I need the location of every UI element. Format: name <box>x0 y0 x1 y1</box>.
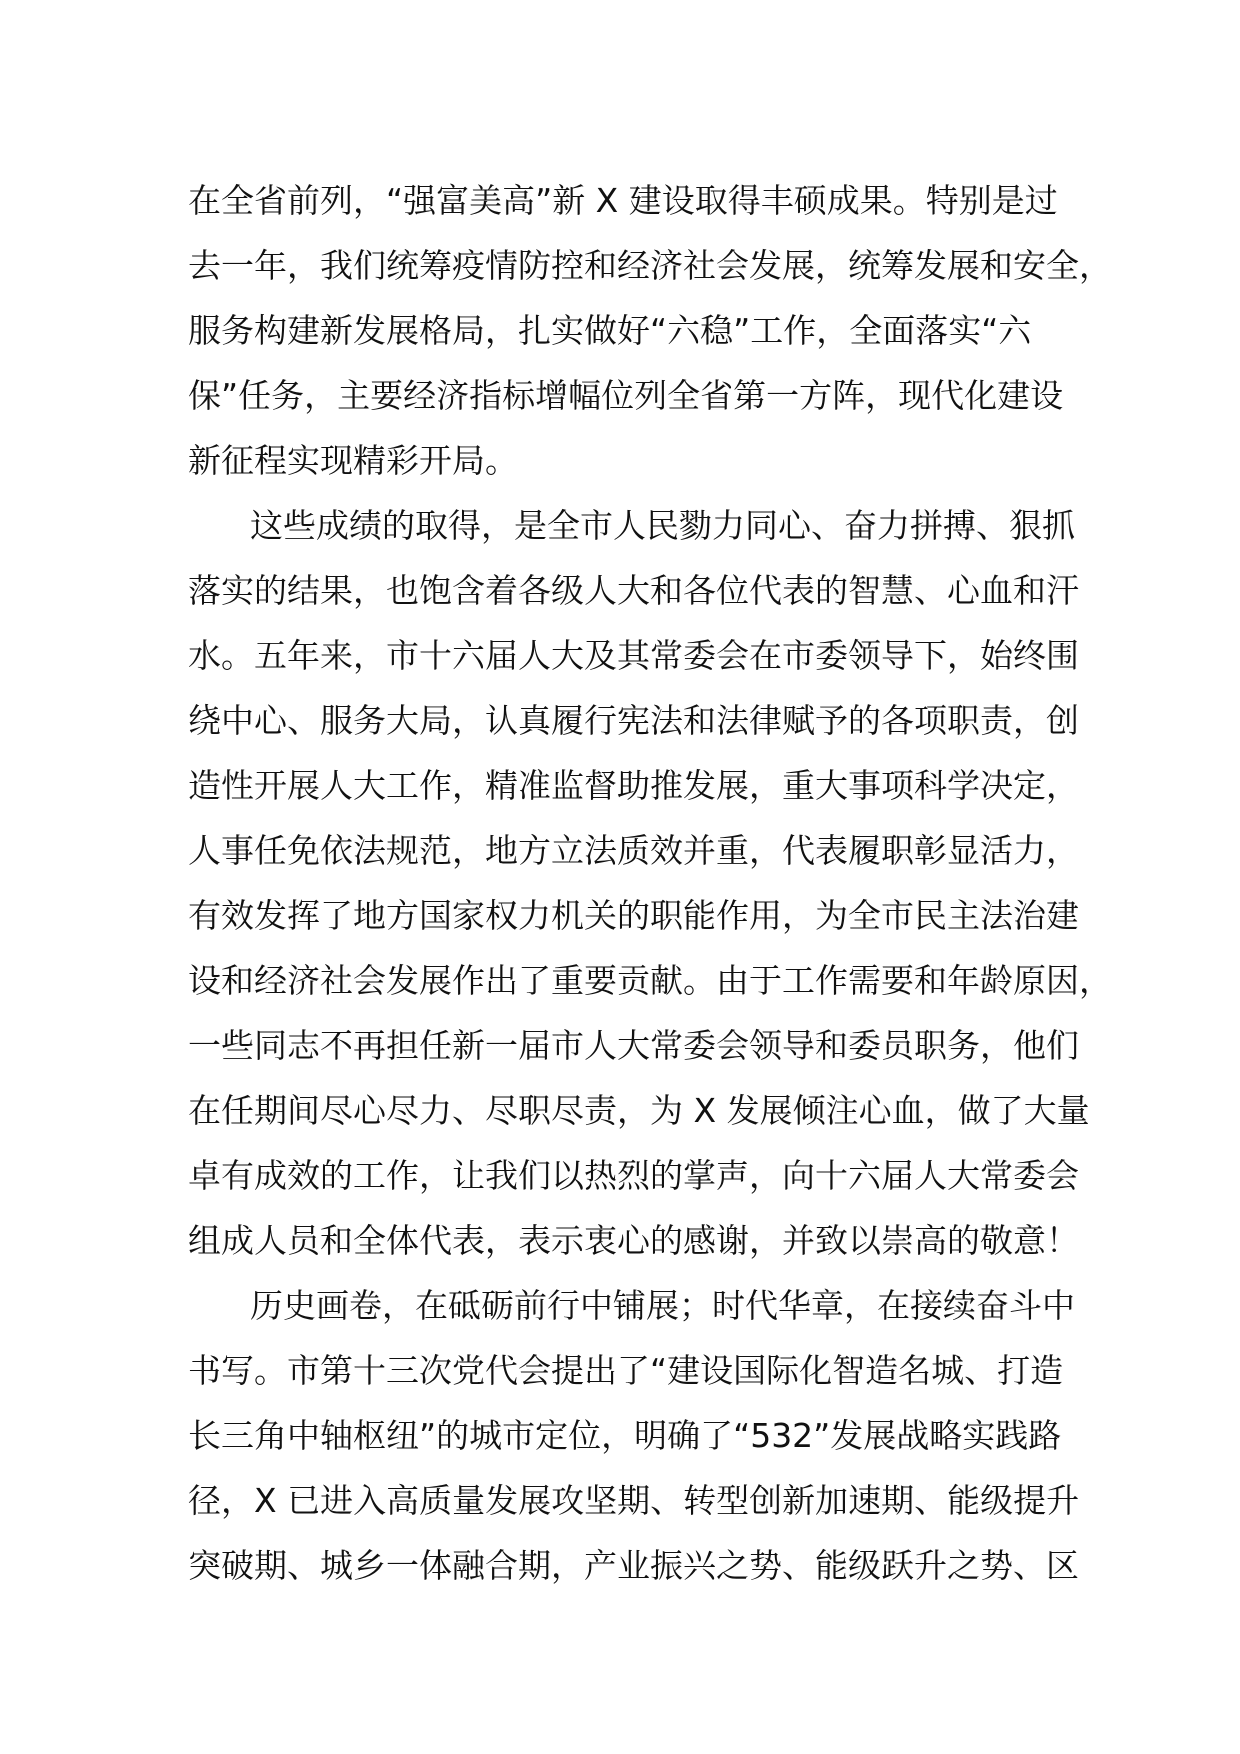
text-line: 长三角中轴枢纽”的城市定位，明确了“532”发展战略实践路 <box>188 1416 1062 1455</box>
text-line: 保”任务，主要经济指标增幅位列全省第一方阵，现代化建设 <box>188 376 1064 415</box>
text-line: 去一年，我们统筹疫情防控和经济社会发展，统筹发展和安全， <box>188 246 1112 285</box>
text-line: 落实的结果，也饱含着各级人大和各位代表的智慧、心血和汗 <box>188 571 1079 610</box>
document-body <box>188 168 1112 1598</box>
text-line: 新征程实现精彩开局。 <box>188 441 518 480</box>
text-line: 书写。市第十三次党代会提出了“建设国际化智造名城、打造 <box>188 1351 1064 1390</box>
text-line: 造性开展人大工作，精准监督助推发展，重大事项科学决定， <box>188 766 1079 805</box>
text-line: 设和经济社会发展作出了重要贡献。由于工作需要和年龄原因， <box>188 961 1112 1000</box>
text-line: 在任期间尽心尽力、尽职尽责，为 X 发展倾注心血，做了大量 <box>188 1091 1090 1130</box>
text-line: 突破期、城乡一体融合期，产业振兴之势、能级跃升之势、区 <box>188 1546 1079 1585</box>
text-line: 一些同志不再担任新一届市人大常委会领导和委员职务，他们 <box>188 1026 1079 1065</box>
paragraph-first-line: 历史画卷，在砥砺前行中铺展；时代华章，在接续奋斗中 <box>250 1286 1075 1325</box>
text-line: 绕中心、服务大局，认真履行宪法和法律赋予的各项职责，创 <box>188 701 1079 740</box>
text-line: 在全省前列，“强富美高”新 X 建设取得丰硕成果。特别是过 <box>188 181 1058 220</box>
text-line: 水。五年来，市十六届人大及其常委会在市委领导下，始终围 <box>188 636 1079 675</box>
text-line: 组成人员和全体代表，表示衷心的感谢，并致以崇高的敬意！ <box>188 1221 1079 1260</box>
text-line: 有效发挥了地方国家权力机关的职能作用，为全市民主法治建 <box>188 896 1079 935</box>
text-line: 人事任免依法规范，地方立法质效并重，代表履职彰显活力， <box>188 831 1079 870</box>
paragraph-first-line: 这些成绩的取得，是全市人民勠力同心、奋力拼搏、狠抓 <box>250 506 1075 545</box>
text-line: 卓有成效的工作，让我们以热烈的掌声，向十六届人大常委会 <box>188 1156 1079 1195</box>
text-line: 径，X 已进入高质量发展攻坚期、转型创新加速期、能级提升 <box>188 1481 1080 1520</box>
text-line: 服务构建新发展格局，扎实做好“六稳”工作，全面落实“六 <box>188 311 1032 350</box>
